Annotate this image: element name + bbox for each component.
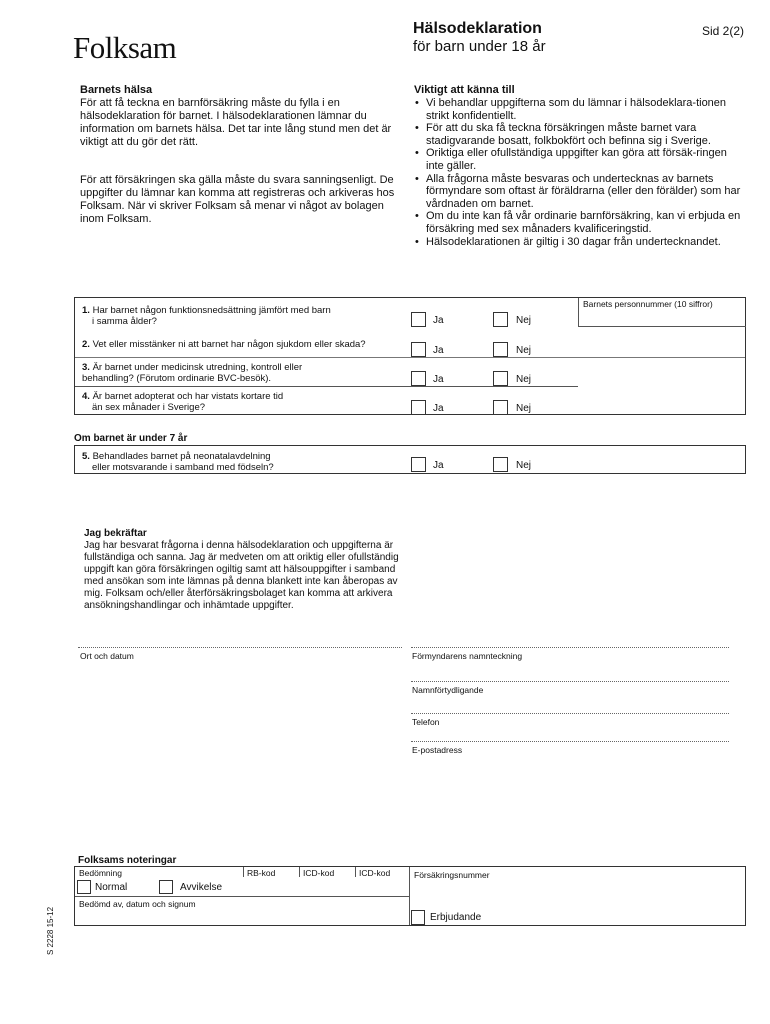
q3-no-checkbox[interactable] xyxy=(493,371,508,386)
guardian-signature-field[interactable] xyxy=(411,632,729,647)
intro-right-heading: Viktigt att känna till xyxy=(414,84,515,96)
question-2: 2. Vet eller misstänker ni att barnet har någon sjukdom eller skada? xyxy=(82,339,366,350)
intro-paragraph-1: För att få teckna en barnförsäkring måste du fylla i en hälsodeklaration för barnet. I hälsodeklarationen lämnar du information om barnets hälsa. Det tar inte lång stund men det är viktigt att du gör det rätt. xyxy=(80,97,392,148)
deviation-label: Avvikelse xyxy=(180,882,223,893)
yes-label: Ja xyxy=(433,315,444,326)
intro-paragraph-2: För att försäkringen ska gälla måste du svara sanningsenligt. De uppgifter du lämnar kan komma att registreras och arkiveras hos Folksam. När vi skriver Folksam så menar vi något av bolagen inom Folksam. xyxy=(80,174,395,225)
question-5-box xyxy=(74,445,746,474)
normal-label: Normal xyxy=(95,882,128,893)
no-label: Nej xyxy=(516,460,532,471)
phone-label: Telefon xyxy=(412,717,440,727)
email-label: E-postadress xyxy=(412,745,463,755)
list-item: • För att du ska få teckna försäkringen måste barnet vara stadigvarande bosatt, folkbokfört och befinna sig i Sverige. xyxy=(414,122,744,147)
name-clarification-label: Namnförtydligande xyxy=(412,685,484,695)
intro-left xyxy=(80,84,400,226)
phone-field[interactable] xyxy=(411,698,729,713)
q5-yes-checkbox[interactable] xyxy=(411,457,426,472)
list-item: • Alla frågorna måste besvaras och undertecknas av barnets förmyndare som oftast är föräldrarna (eller den förälder) som har vårdnaden om barnet. xyxy=(414,173,744,211)
notes-heading: Folksams noteringar xyxy=(78,855,177,866)
normal-checkbox[interactable] xyxy=(77,880,91,894)
intro-right xyxy=(414,84,744,248)
q2-no-checkbox[interactable] xyxy=(493,342,508,357)
folksam-logo: Folksam xyxy=(73,30,177,65)
document-subtitle: för barn under 18 år xyxy=(413,38,546,55)
confirmation-section xyxy=(84,528,414,612)
question-1: 1. Har barnet någon funktionsnedsättning jämfört med barn i samma ålder? xyxy=(82,305,331,327)
question-3: 3. Är barnet under medicinsk utredning, kontroll eller behandling? (Förutom ordinarie BVC-besök). xyxy=(82,362,303,384)
list-item: • Vi behandlar uppgifterna som du lämnar i hälsodeklara-tionen strikt konfidentiellt. xyxy=(414,97,744,122)
email-field[interactable] xyxy=(411,726,729,741)
yes-label: Ja xyxy=(433,374,444,385)
no-label: Nej xyxy=(516,403,532,414)
q3-yes-checkbox[interactable] xyxy=(411,371,426,386)
document-title: Hälsodeklaration xyxy=(413,20,542,37)
assessed-by-label: Bedömd av, datum och signum xyxy=(79,899,196,909)
place-date-label: Ort och datum xyxy=(80,651,134,661)
list-item: • Hälsodeklarationen är giltig i 30 dagar från undertecknandet. xyxy=(414,236,744,249)
policy-number-label: Försäkringsnummer xyxy=(414,870,490,880)
no-label: Nej xyxy=(516,374,532,385)
icd-code-label: ICD-kod xyxy=(359,868,391,878)
guardian-signature-label: Förmyndarens namnteckning xyxy=(412,651,523,661)
yes-label: Ja xyxy=(433,403,444,414)
question-5: 5. Behandlades barnet på neonatalavdelning eller motsvarande i samband med födseln? xyxy=(82,451,274,473)
q4-no-checkbox[interactable] xyxy=(493,400,508,415)
form-code: S 2228 15-12 xyxy=(46,906,55,955)
q4-yes-checkbox[interactable] xyxy=(411,400,426,415)
yes-label: Ja xyxy=(433,460,444,471)
place-date-field[interactable] xyxy=(78,632,402,647)
q1-no-checkbox[interactable] xyxy=(493,312,508,327)
offering-checkbox[interactable] xyxy=(411,910,425,925)
icd-code-label: ICD-kod xyxy=(303,868,335,878)
yes-label: Ja xyxy=(433,345,444,356)
list-item: • Om du inte kan få vår ordinarie barnförsäkring, kan vi erbjuda en försäkring med sex månaders kvalificeringstid. xyxy=(414,210,744,235)
q5-no-checkbox[interactable] xyxy=(493,457,508,472)
personnummer-input[interactable] xyxy=(579,308,745,325)
no-label: Nej xyxy=(516,345,532,356)
page-number: Sid 2(2) xyxy=(702,24,745,38)
notes-box xyxy=(74,866,746,926)
offering-label: Erbjudande xyxy=(430,912,482,923)
list-item: • Oriktiga eller ofullständiga uppgifter kan göra att försäk-ringen inte gäller. xyxy=(414,147,744,172)
name-clarification-field[interactable] xyxy=(411,666,729,681)
no-label: Nej xyxy=(516,315,532,326)
assessment-label: Bedömning xyxy=(79,868,123,878)
important-info-list xyxy=(414,97,744,248)
question-4: 4. Är barnet adopterat och har vistats kortare tid än sex månader i Sverige? xyxy=(82,391,284,413)
intro-left-heading: Barnets hälsa xyxy=(80,84,153,96)
q1-yes-checkbox[interactable] xyxy=(411,312,426,327)
rb-code-label: RB-kod xyxy=(247,868,276,878)
confirm-heading: Jag bekräftar xyxy=(84,528,147,539)
under-7-heading: Om barnet är under 7 år xyxy=(74,433,188,444)
q2-yes-checkbox[interactable] xyxy=(411,342,426,357)
personnummer-label: Barnets personnummer (10 siffror) xyxy=(583,299,713,309)
confirm-text: Jag har besvarat frågorna i denna hälsodeklaration och uppgifterna är fullständiga och sanna. Jag är medveten om att oriktig eller ofullständig uppgift kan göra försäkringen ogiltig samt att hälsouppgifter i samband med ansökan som inte lämnas på denna blankett inte kan åberopas av mig. Folksam och/eller återförsäkringsbolaget kan komma att arkivera ansökningshandlingar och inhämtade uppgifter. xyxy=(84,540,399,611)
deviation-checkbox[interactable] xyxy=(159,880,173,894)
questions-box xyxy=(74,297,746,415)
